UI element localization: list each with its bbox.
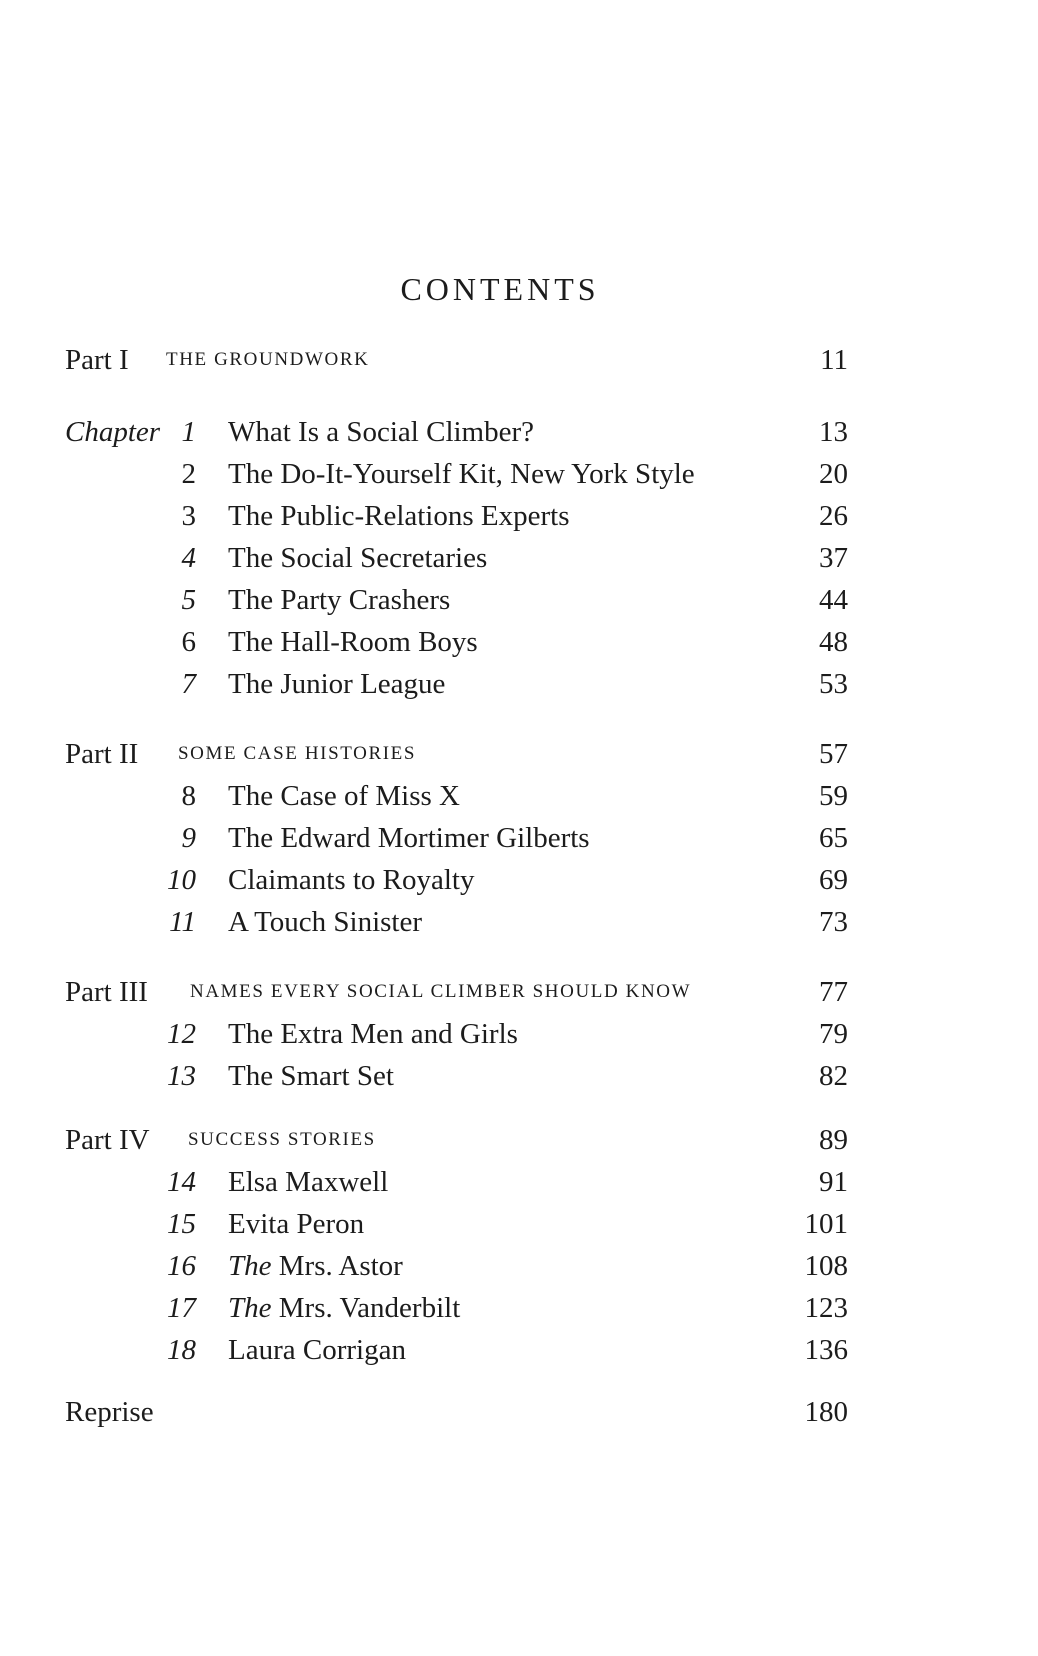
page-title: CONTENTS	[400, 271, 600, 308]
part-label: Part I	[65, 344, 129, 376]
chapter-title: The Party Crashers	[228, 584, 451, 616]
page-number: 37	[819, 542, 848, 574]
chapter-title: The Smart Set	[228, 1060, 394, 1092]
page-number: 73	[819, 906, 848, 938]
page-number: 59	[819, 780, 848, 812]
chapter-number: 6	[181, 626, 196, 658]
chapter-row	[0, 1162, 1038, 1202]
part-row	[0, 340, 1038, 380]
chapter-row	[0, 1204, 1038, 1244]
chapter-title: The Junior League	[228, 668, 446, 700]
part-row	[0, 972, 1038, 1012]
part-title: THE GROUNDWORK	[166, 349, 370, 370]
chapter-number: 17	[167, 1292, 196, 1324]
chapter-title: The Do-It-Yourself Kit, New York Style	[228, 458, 695, 490]
chapter-number: 13	[167, 1060, 196, 1092]
chapter-row	[0, 860, 1038, 900]
chapter-title: The Social Secretaries	[228, 542, 488, 574]
page-number: 11	[820, 344, 848, 376]
chapter-number: 18	[167, 1334, 196, 1366]
chapter-title: A Touch Sinister	[228, 906, 422, 938]
part-title: NAMES EVERY SOCIAL CLIMBER SHOULD KNOW	[190, 981, 692, 1002]
chapter-number: 10	[167, 864, 196, 896]
page-number: 26	[819, 500, 848, 532]
chapter-row	[0, 1246, 1038, 1286]
chapter-row	[0, 412, 1038, 452]
reprise-label: Reprise	[65, 1396, 154, 1428]
chapter-row	[0, 818, 1038, 858]
chapter-title	[228, 1246, 403, 1286]
chapter-number: 14	[167, 1166, 196, 1198]
chapter-title-rest: Mrs. Astor	[278, 1250, 403, 1282]
page-number: 123	[804, 1292, 848, 1324]
reprise-row	[0, 1392, 1038, 1432]
chapter-number: 3	[181, 500, 196, 532]
page-number: 20	[819, 458, 848, 490]
chapter-title: Laura Corrigan	[228, 1334, 406, 1366]
chapter-row	[0, 1014, 1038, 1054]
chapter-number: 11	[169, 906, 196, 938]
chapter-title	[228, 1288, 460, 1328]
part-row	[0, 734, 1038, 774]
part-row	[0, 1120, 1038, 1160]
chapter-number: 2	[181, 458, 196, 490]
chapter-row	[0, 454, 1038, 494]
chapter-row	[0, 1288, 1038, 1328]
chapter-number: 9	[181, 822, 196, 854]
chapter-title-article: The	[228, 1292, 272, 1324]
chapter-title: Evita Peron	[228, 1208, 365, 1240]
chapter-title: The Public-Relations Experts	[228, 500, 570, 532]
part-title: SUCCESS STORIES	[188, 1129, 376, 1150]
chapter-row	[0, 538, 1038, 578]
chapter-title-rest: Mrs. Vanderbilt	[278, 1292, 461, 1324]
chapter-number: 1	[181, 416, 196, 448]
part-label: Part III	[65, 976, 148, 1008]
chapter-title: Elsa Maxwell	[228, 1166, 389, 1198]
page-number: 69	[819, 864, 848, 896]
chapter-title: The Hall-Room Boys	[228, 626, 478, 658]
page-number: 101	[804, 1208, 848, 1240]
chapter-number: 7	[181, 668, 196, 700]
page-number: 44	[819, 584, 848, 616]
chapter-number: 5	[181, 584, 196, 616]
chapter-row	[0, 776, 1038, 816]
chapter-number: 15	[167, 1208, 196, 1240]
chapter-word: Chapter	[65, 416, 161, 448]
page-number: 48	[819, 626, 848, 658]
chapter-title: What Is a Social Climber?	[228, 416, 535, 448]
chapter-row	[0, 664, 1038, 704]
chapter-number: 16	[167, 1250, 196, 1282]
part-label: Part II	[65, 738, 139, 770]
page-number: 57	[819, 738, 848, 770]
chapter-title: The Extra Men and Girls	[228, 1018, 518, 1050]
page-number: 91	[819, 1166, 848, 1198]
chapter-number: 4	[181, 542, 196, 574]
chapter-row	[0, 902, 1038, 942]
page-number: 13	[819, 416, 848, 448]
chapter-row	[0, 496, 1038, 536]
part-label: Part IV	[65, 1124, 150, 1156]
chapter-row	[0, 580, 1038, 620]
page-number: 79	[819, 1018, 848, 1050]
chapter-title: Claimants to Royalty	[228, 864, 475, 896]
page-number: 180	[804, 1396, 848, 1428]
chapter-title: The Edward Mortimer Gilberts	[228, 822, 590, 854]
page-number: 65	[819, 822, 848, 854]
page-number: 136	[804, 1334, 848, 1366]
chapter-number: 8	[181, 780, 196, 812]
chapter-number: 12	[167, 1018, 196, 1050]
page-number: 108	[804, 1250, 848, 1282]
chapter-row	[0, 1330, 1038, 1370]
part-title: SOME CASE HISTORIES	[178, 743, 417, 764]
page-number: 82	[819, 1060, 848, 1092]
page-number: 77	[819, 976, 848, 1008]
chapter-title: The Case of Miss X	[228, 780, 460, 812]
page-number: 53	[819, 668, 848, 700]
chapter-row	[0, 1056, 1038, 1096]
chapter-title-article: The	[228, 1250, 272, 1282]
chapter-row	[0, 622, 1038, 662]
page-number: 89	[819, 1124, 848, 1156]
